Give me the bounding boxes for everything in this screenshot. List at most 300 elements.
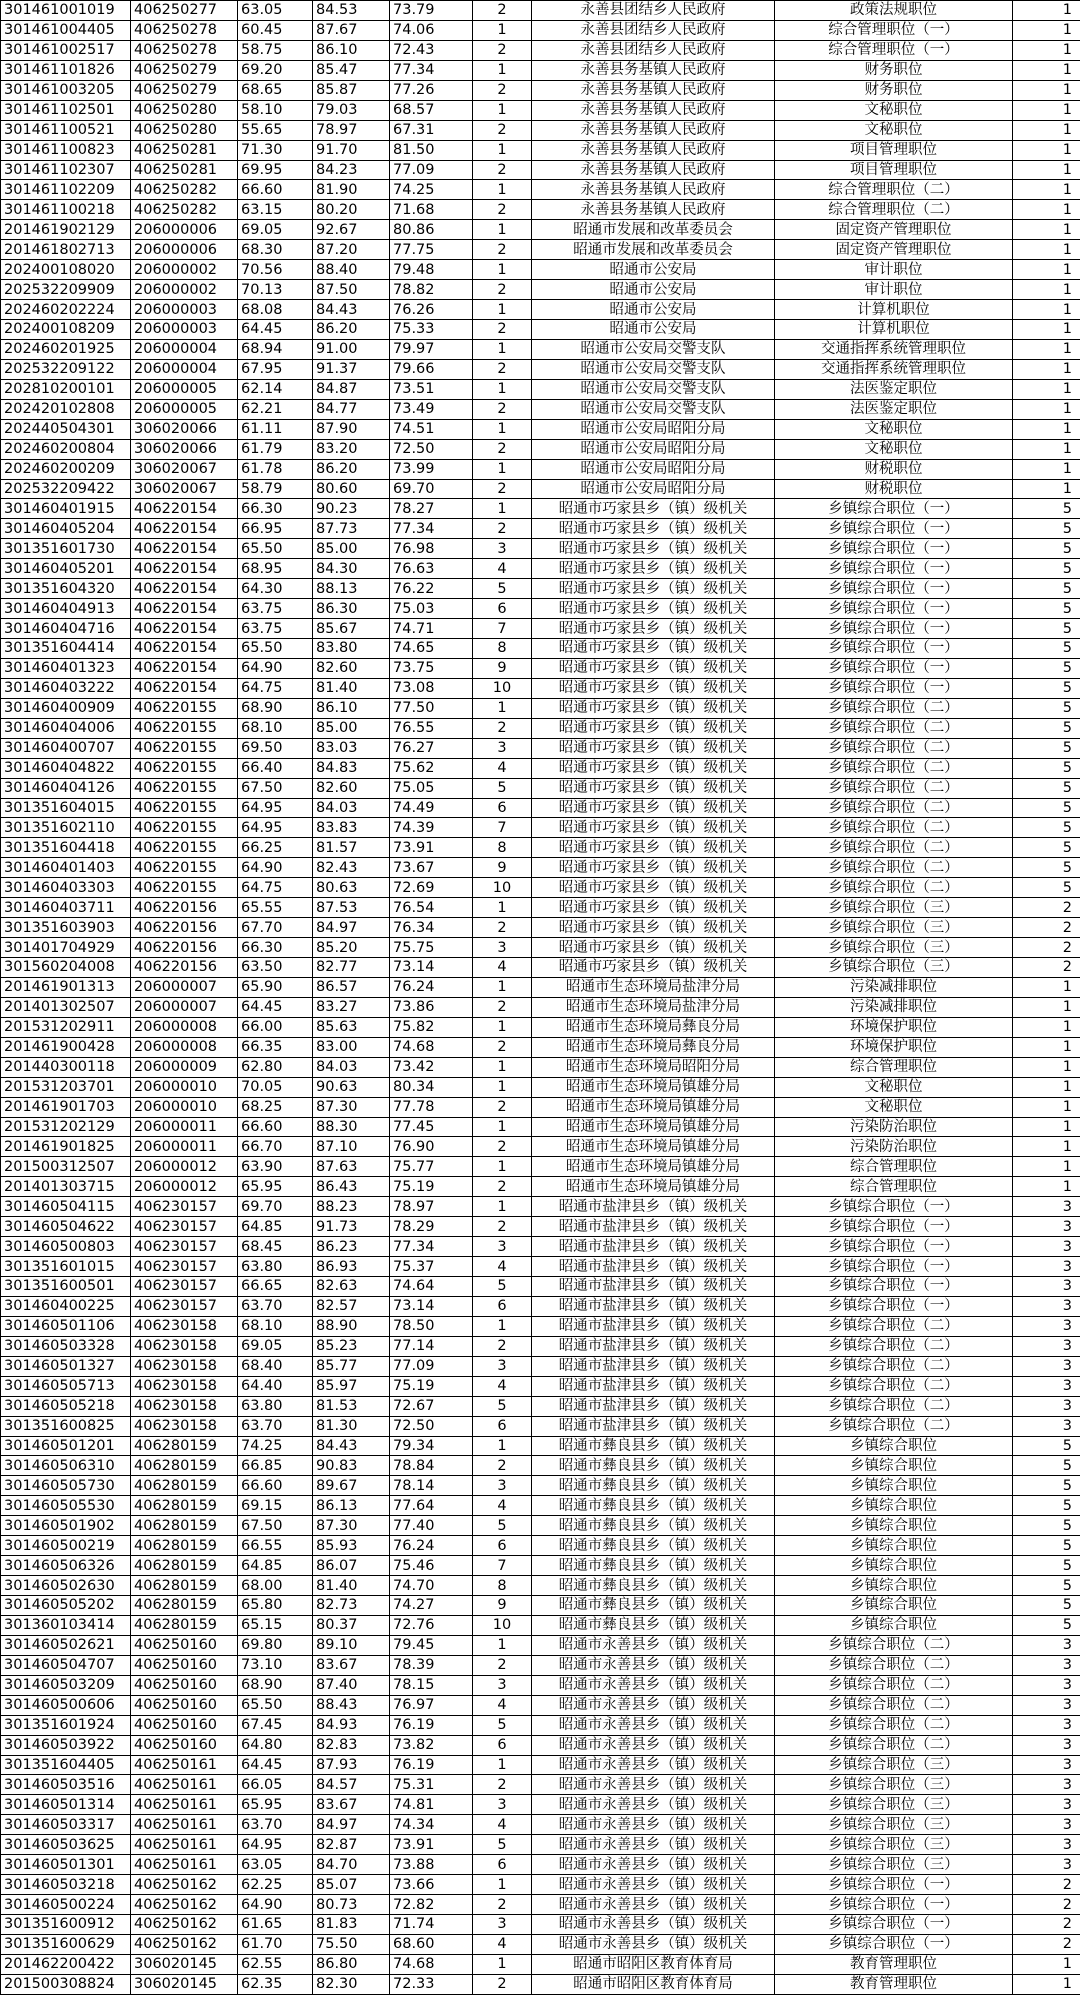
position-code-cell: 406220155 bbox=[131, 738, 238, 758]
written-score-cell: 58.79 bbox=[238, 479, 313, 499]
interview-score-cell: 85.87 bbox=[313, 80, 390, 100]
interview-score-cell: 87.93 bbox=[313, 1755, 390, 1775]
exam-id-cell: 301351604405 bbox=[1, 1755, 131, 1775]
employer-cell: 昭通市公安局交警支队 bbox=[532, 379, 775, 399]
employer-cell: 昭通市巧家县乡（镇）级机关 bbox=[532, 718, 775, 738]
interview-score-cell: 84.43 bbox=[313, 1436, 390, 1456]
table-row bbox=[1, 439, 1080, 459]
position-name-cell: 乡镇综合职位（二） bbox=[775, 818, 1013, 838]
table-row bbox=[1, 1316, 1080, 1336]
interview-score-cell: 85.93 bbox=[313, 1536, 390, 1556]
position-code-cell: 206000004 bbox=[131, 339, 238, 359]
quota-cell: 1 bbox=[1013, 60, 1080, 80]
total-score-cell: 76.63 bbox=[390, 559, 473, 579]
exam-id-cell: 301461100521 bbox=[1, 120, 131, 140]
exam-id-cell: 301460500224 bbox=[1, 1895, 131, 1915]
written-score-cell: 66.40 bbox=[238, 758, 313, 778]
employer-cell: 昭通市永善县乡（镇）级机关 bbox=[532, 1875, 775, 1895]
employer-cell: 昭通市巧家县乡（镇）级机关 bbox=[532, 559, 775, 579]
total-score-cell: 75.46 bbox=[390, 1556, 473, 1576]
rank-cell: 2 bbox=[473, 120, 532, 140]
total-score-cell: 72.82 bbox=[390, 1895, 473, 1915]
rank-cell: 9 bbox=[473, 858, 532, 878]
total-score-cell: 77.34 bbox=[390, 1237, 473, 1257]
employer-cell: 昭通市巧家县乡（镇）级机关 bbox=[532, 778, 775, 798]
position-name-cell: 乡镇综合职位 bbox=[775, 1516, 1013, 1536]
interview-score-cell: 85.00 bbox=[313, 718, 390, 738]
exam-id-cell: 301351604418 bbox=[1, 838, 131, 858]
quota-cell: 1 bbox=[1013, 180, 1080, 200]
interview-score-cell: 92.67 bbox=[313, 220, 390, 240]
total-score-cell: 69.70 bbox=[390, 479, 473, 499]
exam-id-cell: 301460500606 bbox=[1, 1695, 131, 1715]
table-row bbox=[1, 200, 1080, 220]
position-name-cell: 污染防治职位 bbox=[775, 1117, 1013, 1137]
table-row bbox=[1, 1974, 1080, 1994]
exam-id-cell: 301461100218 bbox=[1, 200, 131, 220]
rank-cell: 2 bbox=[473, 918, 532, 938]
position-code-cell: 406220154 bbox=[131, 619, 238, 639]
total-score-cell: 78.97 bbox=[390, 1197, 473, 1217]
position-name-cell: 乡镇综合职位（一） bbox=[775, 639, 1013, 659]
exam-id-cell: 201440300118 bbox=[1, 1057, 131, 1077]
total-score-cell: 73.91 bbox=[390, 838, 473, 858]
quota-cell: 3 bbox=[1013, 1237, 1080, 1257]
exam-id-cell: 301360103414 bbox=[1, 1615, 131, 1635]
employer-cell: 昭通市生态环境局镇雄分局 bbox=[532, 1157, 775, 1177]
rank-cell: 10 bbox=[473, 878, 532, 898]
written-score-cell: 66.55 bbox=[238, 1536, 313, 1556]
exam-id-cell: 201462200422 bbox=[1, 1954, 131, 1974]
written-score-cell: 63.05 bbox=[238, 1, 313, 21]
employer-cell: 昭通市盐津县乡（镇）级机关 bbox=[532, 1237, 775, 1257]
written-score-cell: 66.60 bbox=[238, 1117, 313, 1137]
written-score-cell: 63.75 bbox=[238, 619, 313, 639]
interview-score-cell: 86.20 bbox=[313, 320, 390, 340]
position-code-cell: 406250280 bbox=[131, 100, 238, 120]
rank-cell: 1 bbox=[473, 180, 532, 200]
exam-id-cell: 301351603903 bbox=[1, 918, 131, 938]
employer-cell: 昭通市巧家县乡（镇）级机关 bbox=[532, 938, 775, 958]
rank-cell: 1 bbox=[473, 1057, 532, 1077]
rank-cell: 1 bbox=[473, 1755, 532, 1775]
rank-cell: 1 bbox=[473, 1157, 532, 1177]
table-row bbox=[1, 1157, 1080, 1177]
exam-id-cell: 202460201925 bbox=[1, 339, 131, 359]
rank-cell: 3 bbox=[473, 539, 532, 559]
total-score-cell: 73.51 bbox=[390, 379, 473, 399]
employer-cell: 昭通市彝良县乡（镇）级机关 bbox=[532, 1436, 775, 1456]
employer-cell: 昭通市巧家县乡（镇）级机关 bbox=[532, 958, 775, 978]
employer-cell: 昭通市公安局昭阳分局 bbox=[532, 479, 775, 499]
written-score-cell: 58.75 bbox=[238, 40, 313, 60]
exam-id-cell: 202420102808 bbox=[1, 399, 131, 419]
quota-cell: 5 bbox=[1013, 639, 1080, 659]
rank-cell: 2 bbox=[473, 1097, 532, 1117]
position-code-cell: 206000011 bbox=[131, 1137, 238, 1157]
position-code-cell: 206000009 bbox=[131, 1057, 238, 1077]
written-score-cell: 66.60 bbox=[238, 180, 313, 200]
written-score-cell: 64.90 bbox=[238, 658, 313, 678]
rank-cell: 1 bbox=[473, 1875, 532, 1895]
interview-score-cell: 84.83 bbox=[313, 758, 390, 778]
interview-score-cell: 85.07 bbox=[313, 1875, 390, 1895]
total-score-cell: 73.14 bbox=[390, 1296, 473, 1316]
employer-cell: 昭通市永善县乡（镇）级机关 bbox=[532, 1675, 775, 1695]
written-score-cell: 68.90 bbox=[238, 698, 313, 718]
employer-cell: 昭通市盐津县乡（镇）级机关 bbox=[532, 1296, 775, 1316]
written-score-cell: 65.95 bbox=[238, 1795, 313, 1815]
quota-cell: 5 bbox=[1013, 559, 1080, 579]
total-score-cell: 72.76 bbox=[390, 1615, 473, 1635]
position-name-cell: 乡镇综合职位（一） bbox=[775, 1875, 1013, 1895]
exam-id-cell: 301461101826 bbox=[1, 60, 131, 80]
quota-cell: 1 bbox=[1013, 419, 1080, 439]
total-score-cell: 73.42 bbox=[390, 1057, 473, 1077]
rank-cell: 5 bbox=[473, 1396, 532, 1416]
total-score-cell: 72.43 bbox=[390, 40, 473, 60]
employer-cell: 永善县务基镇人民政府 bbox=[532, 60, 775, 80]
position-code-cell: 406220156 bbox=[131, 918, 238, 938]
written-score-cell: 64.75 bbox=[238, 878, 313, 898]
position-code-cell: 406280159 bbox=[131, 1596, 238, 1616]
written-score-cell: 64.45 bbox=[238, 1755, 313, 1775]
exam-id-cell: 202460200804 bbox=[1, 439, 131, 459]
quota-cell: 1 bbox=[1013, 1097, 1080, 1117]
written-score-cell: 68.95 bbox=[238, 559, 313, 579]
rank-cell: 2 bbox=[473, 1336, 532, 1356]
employer-cell: 昭通市永善县乡（镇）级机关 bbox=[532, 1835, 775, 1855]
employer-cell: 昭通市巧家县乡（镇）级机关 bbox=[532, 658, 775, 678]
rank-cell: 2 bbox=[473, 1974, 532, 1994]
employer-cell: 昭通市永善县乡（镇）级机关 bbox=[532, 1735, 775, 1755]
employer-cell: 永善县团结乡人民政府 bbox=[532, 1, 775, 21]
written-score-cell: 63.50 bbox=[238, 958, 313, 978]
position-code-cell: 406250161 bbox=[131, 1755, 238, 1775]
quota-cell: 5 bbox=[1013, 818, 1080, 838]
written-score-cell: 62.35 bbox=[238, 1974, 313, 1994]
total-score-cell: 76.19 bbox=[390, 1755, 473, 1775]
employer-cell: 永善县务基镇人民政府 bbox=[532, 100, 775, 120]
total-score-cell: 77.09 bbox=[390, 1356, 473, 1376]
rank-cell: 6 bbox=[473, 1416, 532, 1436]
position-name-cell: 财税职位 bbox=[775, 479, 1013, 499]
exam-id-cell: 301460506310 bbox=[1, 1456, 131, 1476]
exam-id-cell: 201500308824 bbox=[1, 1974, 131, 1994]
position-code-cell: 406220155 bbox=[131, 758, 238, 778]
employer-cell: 永善县务基镇人民政府 bbox=[532, 180, 775, 200]
employer-cell: 昭通市盐津县乡（镇）级机关 bbox=[532, 1336, 775, 1356]
written-score-cell: 65.50 bbox=[238, 539, 313, 559]
rank-cell: 6 bbox=[473, 798, 532, 818]
interview-score-cell: 82.77 bbox=[313, 958, 390, 978]
position-code-cell: 306020145 bbox=[131, 1954, 238, 1974]
quota-cell: 1 bbox=[1013, 339, 1080, 359]
rank-cell: 2 bbox=[473, 240, 532, 260]
written-score-cell: 64.90 bbox=[238, 1895, 313, 1915]
table-row bbox=[1, 579, 1080, 599]
interview-score-cell: 80.37 bbox=[313, 1615, 390, 1635]
position-name-cell: 乡镇综合职位（二） bbox=[775, 1316, 1013, 1336]
total-score-cell: 76.90 bbox=[390, 1137, 473, 1157]
position-code-cell: 206000002 bbox=[131, 280, 238, 300]
table-row bbox=[1, 1376, 1080, 1396]
position-name-cell: 乡镇综合职位（二） bbox=[775, 1416, 1013, 1436]
position-code-cell: 406230158 bbox=[131, 1416, 238, 1436]
rank-cell: 2 bbox=[473, 200, 532, 220]
position-code-cell: 306020066 bbox=[131, 439, 238, 459]
written-score-cell: 63.90 bbox=[238, 1157, 313, 1177]
exam-id-cell: 301351600912 bbox=[1, 1915, 131, 1935]
rank-cell: 1 bbox=[473, 140, 532, 160]
position-name-cell: 审计职位 bbox=[775, 260, 1013, 280]
position-code-cell: 406220154 bbox=[131, 599, 238, 619]
rank-cell: 5 bbox=[473, 1715, 532, 1735]
rank-cell: 4 bbox=[473, 1496, 532, 1516]
interview-score-cell: 85.20 bbox=[313, 938, 390, 958]
rank-cell: 1 bbox=[473, 260, 532, 280]
exam-id-cell: 201461901313 bbox=[1, 977, 131, 997]
rank-cell: 1 bbox=[473, 459, 532, 479]
quota-cell: 3 bbox=[1013, 1835, 1080, 1855]
table-row bbox=[1, 1197, 1080, 1217]
total-score-cell: 77.14 bbox=[390, 1336, 473, 1356]
table-row bbox=[1, 1057, 1080, 1077]
position-name-cell: 审计职位 bbox=[775, 280, 1013, 300]
position-name-cell: 政策法规职位 bbox=[775, 1, 1013, 21]
exam-id-cell: 301461100823 bbox=[1, 140, 131, 160]
employer-cell: 昭通市彝良县乡（镇）级机关 bbox=[532, 1496, 775, 1516]
employer-cell: 永善县务基镇人民政府 bbox=[532, 200, 775, 220]
employer-cell: 昭通市永善县乡（镇）级机关 bbox=[532, 1815, 775, 1835]
exam-id-cell: 202440504301 bbox=[1, 419, 131, 439]
quota-cell: 5 bbox=[1013, 1615, 1080, 1635]
rank-cell: 1 bbox=[473, 1117, 532, 1137]
quota-cell: 3 bbox=[1013, 1735, 1080, 1755]
total-score-cell: 75.75 bbox=[390, 938, 473, 958]
position-name-cell: 文秘职位 bbox=[775, 1077, 1013, 1097]
position-name-cell: 乡镇综合职位（二） bbox=[775, 1396, 1013, 1416]
position-name-cell: 乡镇综合职位（二） bbox=[775, 758, 1013, 778]
table-row bbox=[1, 519, 1080, 539]
quota-cell: 1 bbox=[1013, 359, 1080, 379]
total-score-cell: 78.39 bbox=[390, 1655, 473, 1675]
table-row bbox=[1, 539, 1080, 559]
position-name-cell: 乡镇综合职位 bbox=[775, 1496, 1013, 1516]
position-name-cell: 环境保护职位 bbox=[775, 1017, 1013, 1037]
written-score-cell: 71.30 bbox=[238, 140, 313, 160]
written-score-cell: 69.80 bbox=[238, 1635, 313, 1655]
rank-cell: 10 bbox=[473, 1615, 532, 1635]
interview-score-cell: 82.60 bbox=[313, 658, 390, 678]
written-score-cell: 66.05 bbox=[238, 1775, 313, 1795]
interview-score-cell: 87.53 bbox=[313, 898, 390, 918]
total-score-cell: 74.71 bbox=[390, 619, 473, 639]
rank-cell: 2 bbox=[473, 519, 532, 539]
table-row bbox=[1, 778, 1080, 798]
quota-cell: 1 bbox=[1013, 280, 1080, 300]
position-name-cell: 交通指挥系统管理职位 bbox=[775, 359, 1013, 379]
position-name-cell: 法医鉴定职位 bbox=[775, 379, 1013, 399]
written-score-cell: 63.80 bbox=[238, 1257, 313, 1277]
position-code-cell: 406250281 bbox=[131, 160, 238, 180]
employer-cell: 永善县务基镇人民政府 bbox=[532, 120, 775, 140]
position-code-cell: 406250162 bbox=[131, 1915, 238, 1935]
table-row bbox=[1, 758, 1080, 778]
exam-id-cell: 202532209122 bbox=[1, 359, 131, 379]
interview-score-cell: 86.43 bbox=[313, 1177, 390, 1197]
interview-score-cell: 88.13 bbox=[313, 579, 390, 599]
written-score-cell: 68.45 bbox=[238, 1237, 313, 1257]
position-name-cell: 项目管理职位 bbox=[775, 160, 1013, 180]
rank-cell: 2 bbox=[473, 1137, 532, 1157]
written-score-cell: 68.30 bbox=[238, 240, 313, 260]
written-score-cell: 73.10 bbox=[238, 1655, 313, 1675]
written-score-cell: 67.70 bbox=[238, 918, 313, 938]
interview-score-cell: 83.03 bbox=[313, 738, 390, 758]
quota-cell: 5 bbox=[1013, 878, 1080, 898]
quota-cell: 3 bbox=[1013, 1635, 1080, 1655]
interview-score-cell: 85.00 bbox=[313, 539, 390, 559]
position-name-cell: 乡镇综合职位（一） bbox=[775, 1915, 1013, 1935]
employer-cell: 永善县团结乡人民政府 bbox=[532, 40, 775, 60]
rank-cell: 1 bbox=[473, 220, 532, 240]
table-row bbox=[1, 160, 1080, 180]
employer-cell: 昭通市巧家县乡（镇）级机关 bbox=[532, 678, 775, 698]
rank-cell: 2 bbox=[473, 1037, 532, 1057]
employer-cell: 永善县务基镇人民政府 bbox=[532, 140, 775, 160]
interview-score-cell: 80.73 bbox=[313, 1895, 390, 1915]
exam-id-cell: 301460404822 bbox=[1, 758, 131, 778]
exam-id-cell: 301461002517 bbox=[1, 40, 131, 60]
position-name-cell: 乡镇综合职位（二） bbox=[775, 838, 1013, 858]
table-row bbox=[1, 698, 1080, 718]
quota-cell: 5 bbox=[1013, 1596, 1080, 1616]
position-code-cell: 406220154 bbox=[131, 639, 238, 659]
written-score-cell: 64.95 bbox=[238, 798, 313, 818]
position-name-cell: 乡镇综合职位（二） bbox=[775, 798, 1013, 818]
position-code-cell: 406230158 bbox=[131, 1396, 238, 1416]
written-score-cell: 67.95 bbox=[238, 359, 313, 379]
employer-cell: 昭通市盐津县乡（镇）级机关 bbox=[532, 1217, 775, 1237]
total-score-cell: 75.37 bbox=[390, 1257, 473, 1277]
written-score-cell: 65.50 bbox=[238, 639, 313, 659]
written-score-cell: 69.05 bbox=[238, 1336, 313, 1356]
position-code-cell: 406220154 bbox=[131, 539, 238, 559]
written-score-cell: 68.65 bbox=[238, 80, 313, 100]
quota-cell: 1 bbox=[1013, 1, 1080, 21]
quota-cell: 3 bbox=[1013, 1815, 1080, 1835]
total-score-cell: 81.50 bbox=[390, 140, 473, 160]
interview-score-cell: 87.30 bbox=[313, 1097, 390, 1117]
quota-cell: 1 bbox=[1013, 260, 1080, 280]
written-score-cell: 66.00 bbox=[238, 1017, 313, 1037]
position-code-cell: 406250279 bbox=[131, 60, 238, 80]
interview-score-cell: 84.03 bbox=[313, 798, 390, 818]
position-code-cell: 406280159 bbox=[131, 1476, 238, 1496]
exam-id-cell: 301460506326 bbox=[1, 1556, 131, 1576]
written-score-cell: 58.10 bbox=[238, 100, 313, 120]
table-row bbox=[1, 1097, 1080, 1117]
interview-score-cell: 83.67 bbox=[313, 1795, 390, 1815]
table-row bbox=[1, 120, 1080, 140]
table-row bbox=[1, 1356, 1080, 1376]
table-row bbox=[1, 240, 1080, 260]
written-score-cell: 68.25 bbox=[238, 1097, 313, 1117]
position-code-cell: 406220154 bbox=[131, 519, 238, 539]
quota-cell: 2 bbox=[1013, 1875, 1080, 1895]
interview-score-cell: 85.63 bbox=[313, 1017, 390, 1037]
employer-cell: 昭通市永善县乡（镇）级机关 bbox=[532, 1895, 775, 1915]
total-score-cell: 75.03 bbox=[390, 599, 473, 619]
table-row bbox=[1, 1795, 1080, 1815]
position-code-cell: 406230158 bbox=[131, 1316, 238, 1336]
position-name-cell: 乡镇综合职位（三） bbox=[775, 898, 1013, 918]
table-row bbox=[1, 818, 1080, 838]
quota-cell: 5 bbox=[1013, 1536, 1080, 1556]
exam-id-cell: 301460501327 bbox=[1, 1356, 131, 1376]
total-score-cell: 76.22 bbox=[390, 579, 473, 599]
exam-id-cell: 201461802713 bbox=[1, 240, 131, 260]
table-row bbox=[1, 1117, 1080, 1137]
total-score-cell: 76.26 bbox=[390, 300, 473, 320]
quota-cell: 5 bbox=[1013, 698, 1080, 718]
interview-score-cell: 84.93 bbox=[313, 1715, 390, 1735]
table-row bbox=[1, 977, 1080, 997]
interview-score-cell: 85.47 bbox=[313, 60, 390, 80]
position-name-cell: 乡镇综合职位（一） bbox=[775, 1895, 1013, 1915]
exam-id-cell: 301460500219 bbox=[1, 1536, 131, 1556]
total-score-cell: 73.99 bbox=[390, 459, 473, 479]
employer-cell: 昭通市巧家县乡（镇）级机关 bbox=[532, 858, 775, 878]
rank-cell: 7 bbox=[473, 1556, 532, 1576]
total-score-cell: 75.19 bbox=[390, 1376, 473, 1396]
position-code-cell: 406220156 bbox=[131, 898, 238, 918]
position-name-cell: 乡镇综合职位（二） bbox=[775, 1675, 1013, 1695]
employer-cell: 昭通市巧家县乡（镇）级机关 bbox=[532, 798, 775, 818]
table-row bbox=[1, 1835, 1080, 1855]
total-score-cell: 71.68 bbox=[390, 200, 473, 220]
interview-score-cell: 84.23 bbox=[313, 160, 390, 180]
interview-score-cell: 84.97 bbox=[313, 918, 390, 938]
written-score-cell: 60.45 bbox=[238, 20, 313, 40]
position-name-cell: 乡镇综合职位（二） bbox=[775, 778, 1013, 798]
exam-id-cell: 301460401323 bbox=[1, 658, 131, 678]
table-row bbox=[1, 1855, 1080, 1875]
position-code-cell: 406220154 bbox=[131, 559, 238, 579]
quota-cell: 5 bbox=[1013, 658, 1080, 678]
interview-score-cell: 90.83 bbox=[313, 1456, 390, 1476]
quota-cell: 3 bbox=[1013, 1755, 1080, 1775]
position-name-cell: 乡镇综合职位（一） bbox=[775, 1237, 1013, 1257]
table-row bbox=[1, 718, 1080, 738]
interview-score-cell: 82.43 bbox=[313, 858, 390, 878]
quota-cell: 5 bbox=[1013, 1496, 1080, 1516]
interview-score-cell: 84.43 bbox=[313, 300, 390, 320]
quota-cell: 5 bbox=[1013, 778, 1080, 798]
quota-cell: 3 bbox=[1013, 1296, 1080, 1316]
quota-cell: 3 bbox=[1013, 1655, 1080, 1675]
total-score-cell: 74.65 bbox=[390, 639, 473, 659]
interview-score-cell: 91.37 bbox=[313, 359, 390, 379]
position-code-cell: 406250280 bbox=[131, 120, 238, 140]
exam-id-cell: 301460503218 bbox=[1, 1875, 131, 1895]
table-row bbox=[1, 639, 1080, 659]
interview-score-cell: 87.30 bbox=[313, 1516, 390, 1536]
quota-cell: 1 bbox=[1013, 1157, 1080, 1177]
position-name-cell: 污染减排职位 bbox=[775, 997, 1013, 1017]
rank-cell: 5 bbox=[473, 778, 532, 798]
